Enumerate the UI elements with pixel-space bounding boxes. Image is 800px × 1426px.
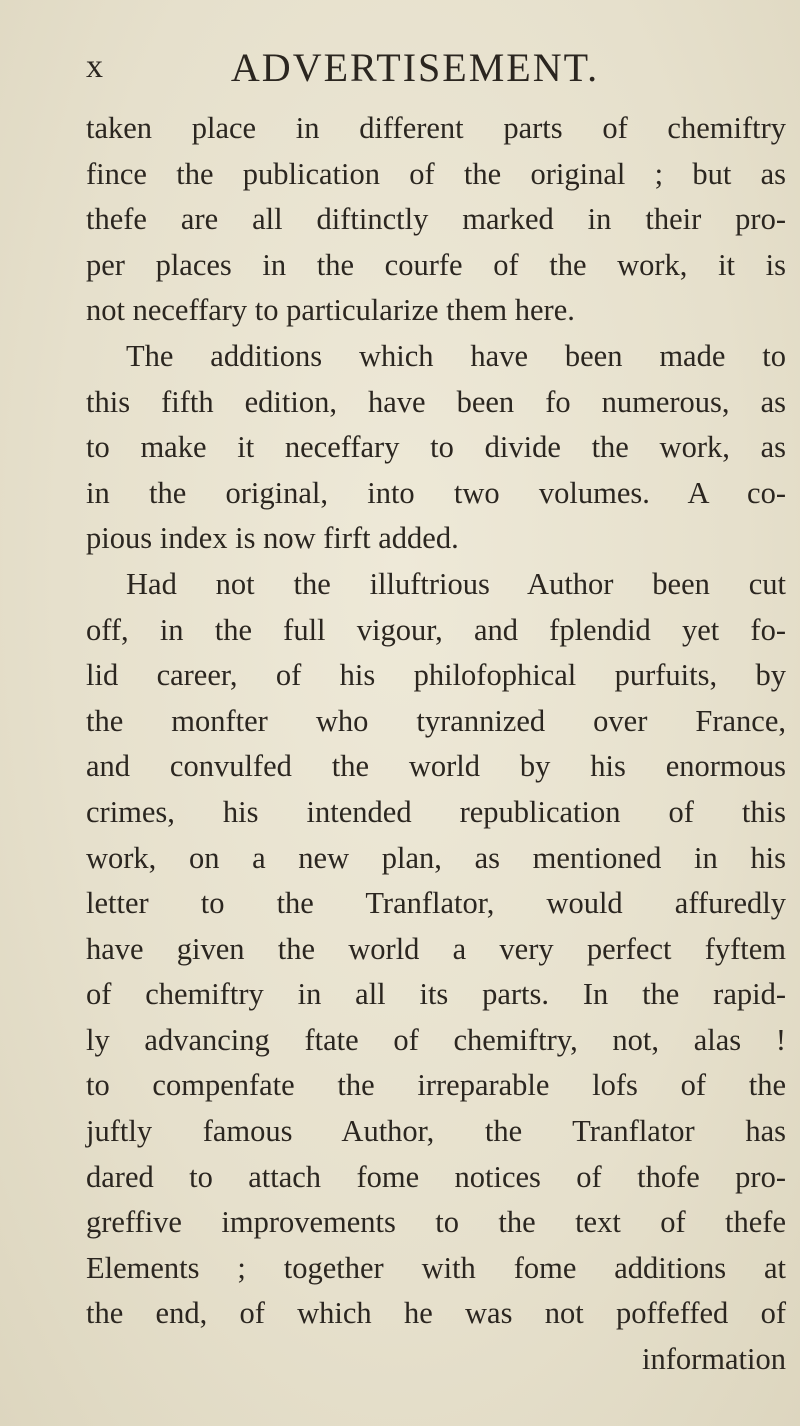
text-line: to make it neceffary to divide the work, as [86, 430, 786, 465]
text-line: crimes, his intended republication of this [86, 794, 786, 829]
page-number: x [86, 48, 104, 85]
text-line: fince the publication of the original ; but as [86, 156, 786, 191]
text-line: in the original, into two volumes. A co- [86, 475, 786, 510]
text-line: greffive improvements to the text of thefe [86, 1205, 786, 1240]
text-line: pious index is now firft added. [86, 521, 459, 556]
text-line: not neceffary to particularize them here. [86, 293, 575, 328]
running-head: ADVERTISEMENT. [230, 45, 600, 90]
text-line: dared to attach fome notices of thofe pro- [86, 1159, 786, 1194]
text-line: the end, of which he was not poffeffed of [86, 1296, 786, 1331]
text-line: taken place in different parts of chemiftry [86, 111, 786, 145]
catchword: information [642, 1342, 786, 1377]
text-line: juftly famous Author, the Tranflator has [86, 1114, 786, 1149]
text-line: Elements ; together with fome additions at [86, 1250, 786, 1285]
text-line: per places in the courfe of the work, it is [86, 247, 786, 282]
text-line: thefe are all diftinctly marked in their pro- [86, 202, 786, 237]
text-line: have given the world a very perfect fyftem [86, 931, 786, 966]
paragraph-start-line: The additions which have been made to [126, 338, 786, 373]
text-line: the monfter who tyrannized over France, [86, 703, 786, 738]
text-line: of chemiftry in all its parts. In the rapid- [86, 977, 786, 1012]
text-line: and convulfed the world by his enormous [86, 749, 786, 784]
text-line: letter to the Tranflator, would affuredly [86, 886, 786, 921]
text-line: to compenfate the irreparable lofs of the [86, 1068, 786, 1103]
page-header [0, 44, 800, 104]
text-line: this fifth edition, have been fo numerous, as [86, 384, 786, 419]
body-text [86, 106, 786, 1383]
text-line: work, on a new plan, as mentioned in his [86, 840, 786, 875]
text-line: lid career, of his philofophical purfuits, by [86, 658, 786, 693]
text-line: off, in the full vigour, and fplendid yet fo- [86, 612, 786, 647]
text-line: ly advancing ftate of chemiftry, not, alas ! [86, 1022, 786, 1057]
paragraph-start-line: Had not the illuftrious Author been cut [126, 566, 786, 601]
